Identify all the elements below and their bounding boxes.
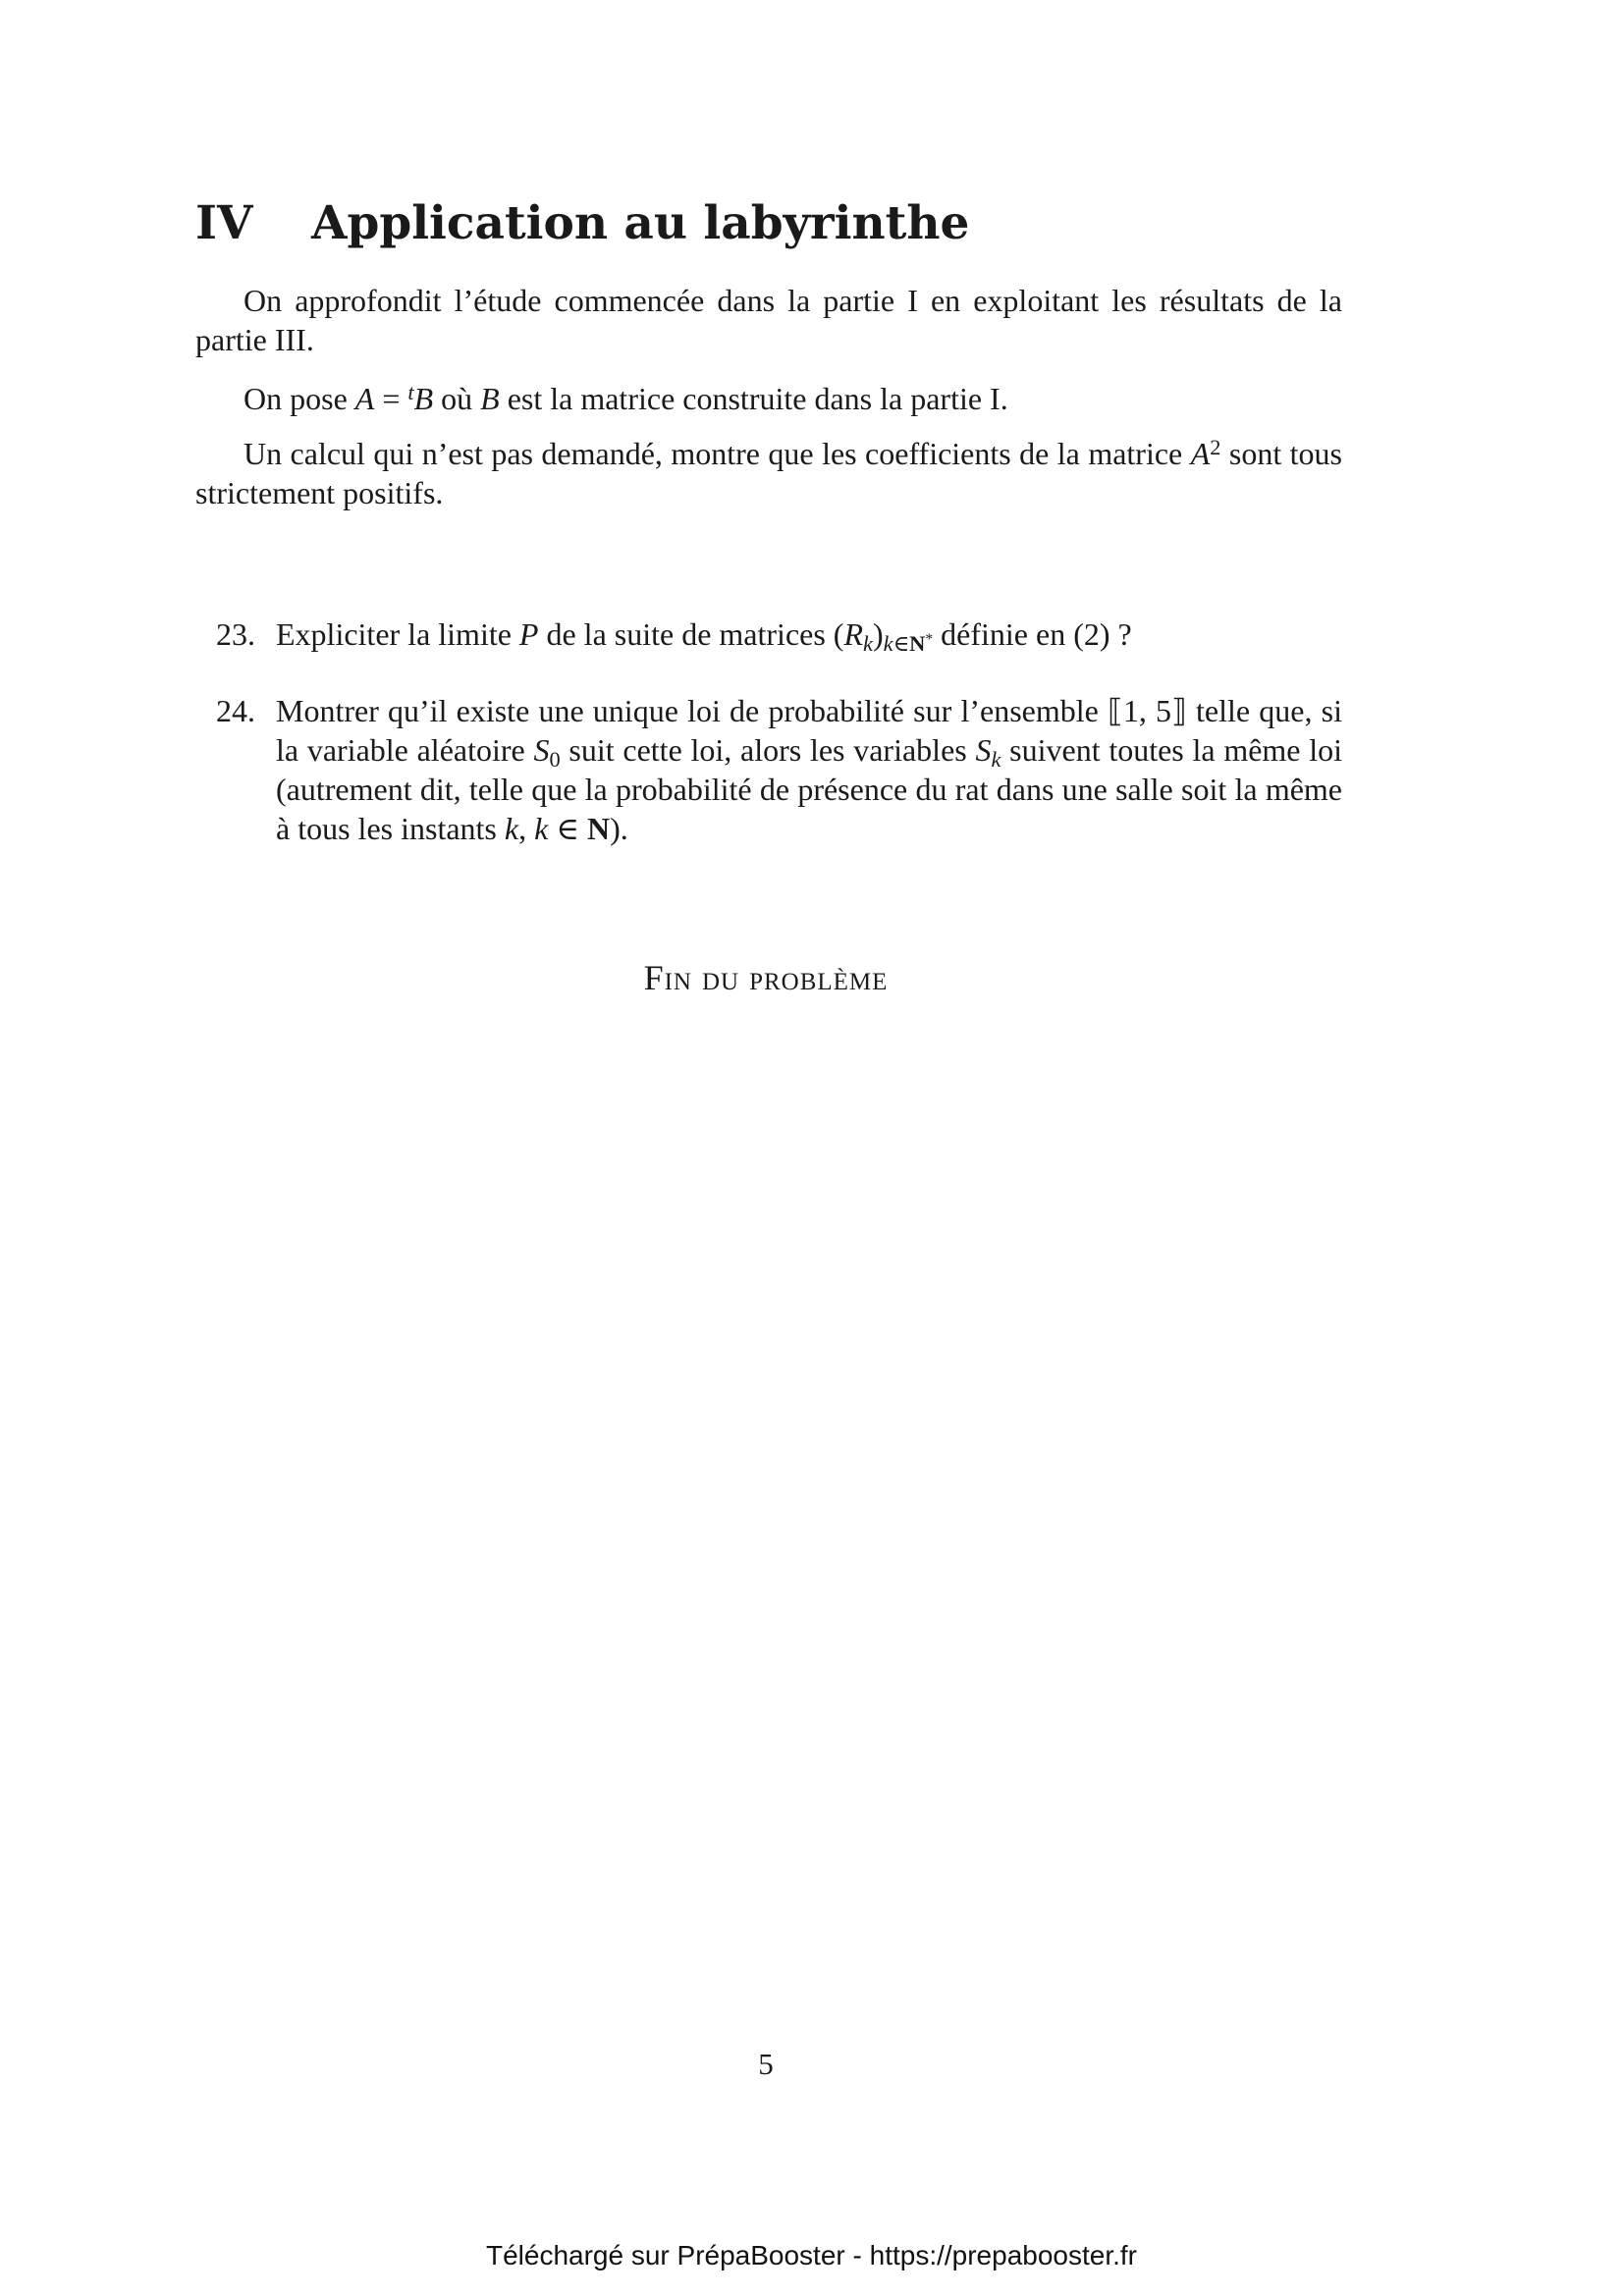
end-title: Fin du problème xyxy=(643,958,889,997)
page-number: 5 xyxy=(758,2047,774,2081)
math-var: k xyxy=(534,811,549,846)
intro-paragraph-2 xyxy=(195,379,1342,418)
question-23 xyxy=(216,614,1342,657)
intro-paragraph-1 xyxy=(195,281,1342,359)
question-text-part: Expliciter la limite xyxy=(276,616,519,652)
question-number: 23. xyxy=(216,616,255,652)
intro-text: où xyxy=(433,381,481,416)
section-number: IV xyxy=(195,196,253,250)
math-subscript: * xyxy=(925,631,934,649)
math-subscript: k xyxy=(991,747,1001,773)
math-subscript: N xyxy=(909,631,926,657)
math-transpose: t xyxy=(407,379,414,404)
question-text-part: ) xyxy=(872,616,884,652)
math-subscript: k xyxy=(863,631,873,657)
section-heading xyxy=(195,192,969,255)
question-text-part: de la suite de matrices ( xyxy=(538,616,844,652)
section-title: Application au labyrinthe xyxy=(311,196,970,250)
intro-text: sont tous strictement positifs. xyxy=(195,436,1343,510)
question-text-part: suit cette loi, alors les variables xyxy=(560,732,976,768)
math-var: P xyxy=(518,616,539,652)
question-text xyxy=(276,614,1342,657)
question-text-part: Montrer qu’il existe une unique loi de probabilité sur l’ensemble ⟦1, 5⟧ telle que, si la variable aléatoire xyxy=(276,693,1342,768)
math-exponent: 2 xyxy=(1210,434,1221,459)
intro-paragraph-3 xyxy=(195,434,1342,512)
math-var: k xyxy=(504,811,519,846)
intro-text: On pose xyxy=(243,381,355,416)
math-var: A xyxy=(354,381,375,416)
math-var: S xyxy=(533,732,550,768)
math-var: R xyxy=(843,616,863,652)
question-text-part: suivent toutes la même loi (autrement dit, telle que la probabilité de présence du rat dans une salle soit la même à tous les instants xyxy=(276,732,1343,846)
intro-text-1: On approfondit l’étude commencée dans la partie I en exploitant les résultats de la partie III. xyxy=(195,283,1342,357)
math-var: B xyxy=(413,381,434,416)
question-text xyxy=(276,691,1342,848)
math-subscript: 0 xyxy=(549,747,561,773)
math-var: S xyxy=(975,732,992,768)
math-var: A xyxy=(1190,436,1211,471)
question-text-part: , xyxy=(518,811,535,846)
footer-download-note: Téléchargé sur PrépaBooster - https://prepabooster.fr xyxy=(485,2240,1138,2270)
question-24 xyxy=(216,691,1342,848)
intro-text: est la matrice construite dans la partie I. xyxy=(499,381,1008,416)
question-text-part: ∈ xyxy=(548,811,587,846)
math-subscript: ∈ xyxy=(893,631,910,657)
math-subscript: k xyxy=(883,631,893,657)
question-text-part: ). xyxy=(610,811,628,846)
intro-text: Un calcul qui n’est pas demandé, montre que les coefficients de la matrice xyxy=(243,436,1191,471)
math-op: = xyxy=(374,381,408,416)
math-var: B xyxy=(480,381,500,416)
math-set: N xyxy=(586,811,611,846)
question-number: 24. xyxy=(216,693,255,728)
question-text-part: définie en (2) ? xyxy=(933,616,1132,652)
